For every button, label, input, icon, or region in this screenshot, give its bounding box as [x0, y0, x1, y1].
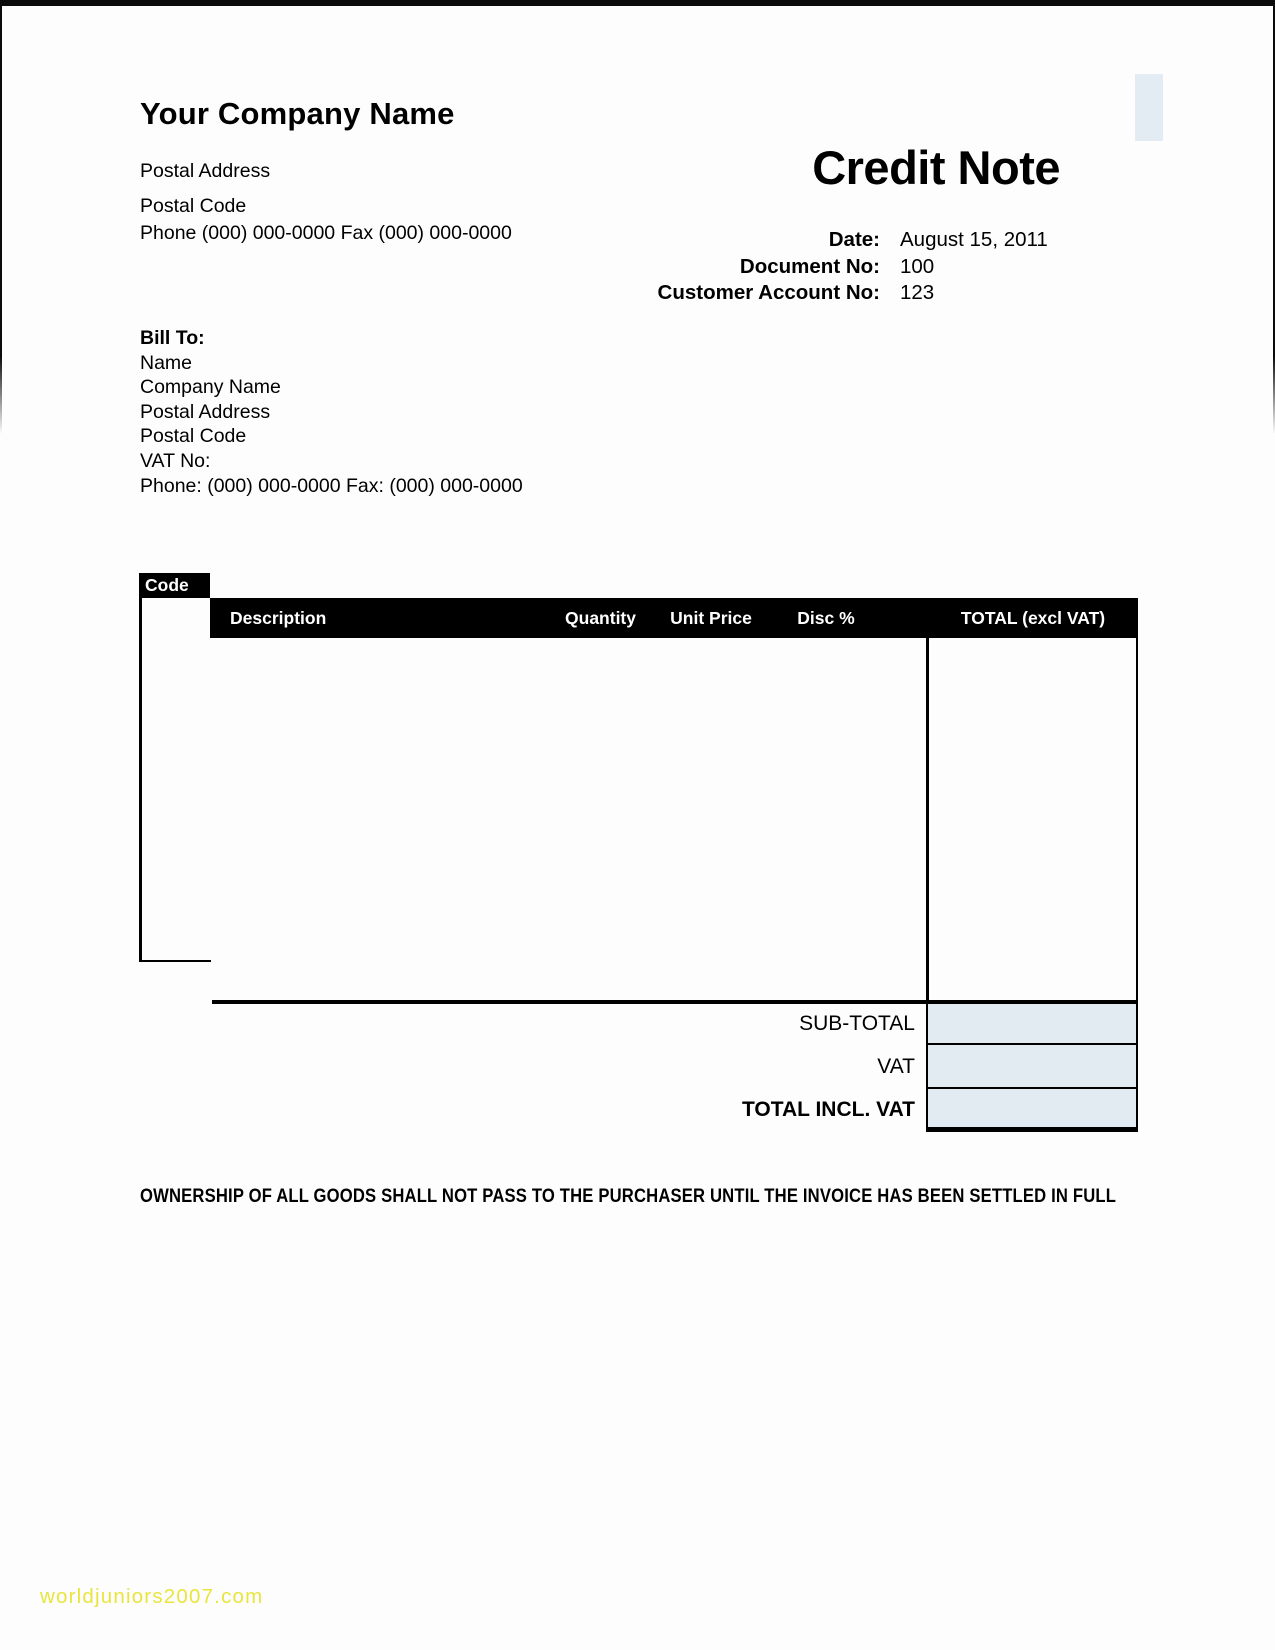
column-header-quantity: Quantity [565, 607, 636, 628]
total-incl-vat-row [212, 1089, 1138, 1132]
bill-to-postal-code: Postal Code [140, 425, 247, 448]
bill-to-vat-no: VAT No: [140, 449, 211, 472]
total-column-right-border [1136, 638, 1139, 1002]
column-header-disc-percent: Disc % [797, 607, 855, 628]
doc-info-row-customer-account [540, 281, 1140, 308]
watermark-text: worldjuniors2007.com [40, 1585, 264, 1608]
bill-to-name: Name [140, 351, 193, 374]
page-top-border [0, 0, 1275, 6]
vat-label: VAT [877, 1054, 915, 1078]
document-no-label: Document No: [739, 254, 880, 278]
bill-to-heading: Bill To: [140, 327, 205, 349]
page-left-border [0, 0, 2, 434]
customer-account-value: 123 [900, 281, 935, 304]
date-value: August 15, 2011 [900, 228, 1048, 251]
document-info [540, 228, 1140, 308]
date-label: Date: [828, 228, 880, 251]
items-table-header [210, 598, 1138, 638]
doc-info-row-date [540, 228, 1140, 255]
company-name: Your Company Name [140, 96, 455, 131]
column-header-code: Code [139, 573, 210, 598]
subtotal-row [212, 1004, 1138, 1045]
subtotal-label: SUB-TOTAL [799, 1012, 915, 1035]
company-phone-fax: Phone (000) 000-0000 Fax (000) 000-0000 [140, 222, 512, 244]
bill-to-phone-fax: Phone: (000) 000-0000 Fax: (000) 000-0000 [140, 474, 523, 497]
total-column-left-border [926, 638, 929, 1002]
company-postal-address: Postal Address [140, 160, 271, 182]
blue-accent-rectangle [1135, 74, 1163, 141]
ownership-terms-text: OWNERSHIP OF ALL GOODS SHALL NOT PASS TO THE PURCHASER UNTIL THE INVOICE HAS BEEN SETTLED IN FULL [140, 1186, 1117, 1207]
vat-row [212, 1045, 1138, 1089]
subtotal-value-box[interactable] [926, 1004, 1138, 1045]
code-column-left-border [139, 573, 142, 962]
company-postal-code: Postal Code [140, 195, 247, 217]
bill-to-block [140, 326, 523, 498]
bill-to-company: Company Name [140, 376, 281, 399]
total-incl-vat-value-box[interactable] [926, 1089, 1138, 1132]
document-title: Credit Note [812, 141, 1060, 194]
totals-section [212, 1004, 1138, 1132]
document-no-value: 100 [900, 254, 935, 278]
column-header-unit-price: Unit Price [670, 607, 752, 628]
doc-info-row-document-no [540, 255, 1140, 282]
bill-to-postal-address: Postal Address [140, 400, 271, 423]
total-incl-vat-label: TOTAL INCL. VAT [741, 1098, 915, 1121]
column-header-total-excl-vat: TOTAL (excl VAT) [960, 607, 1106, 628]
vat-value-box[interactable] [926, 1045, 1138, 1089]
line-items-area[interactable] [212, 640, 926, 1000]
code-column-bottom-border [139, 960, 211, 963]
customer-account-label: Customer Account No: [657, 281, 880, 304]
column-header-description: Description [230, 607, 327, 628]
